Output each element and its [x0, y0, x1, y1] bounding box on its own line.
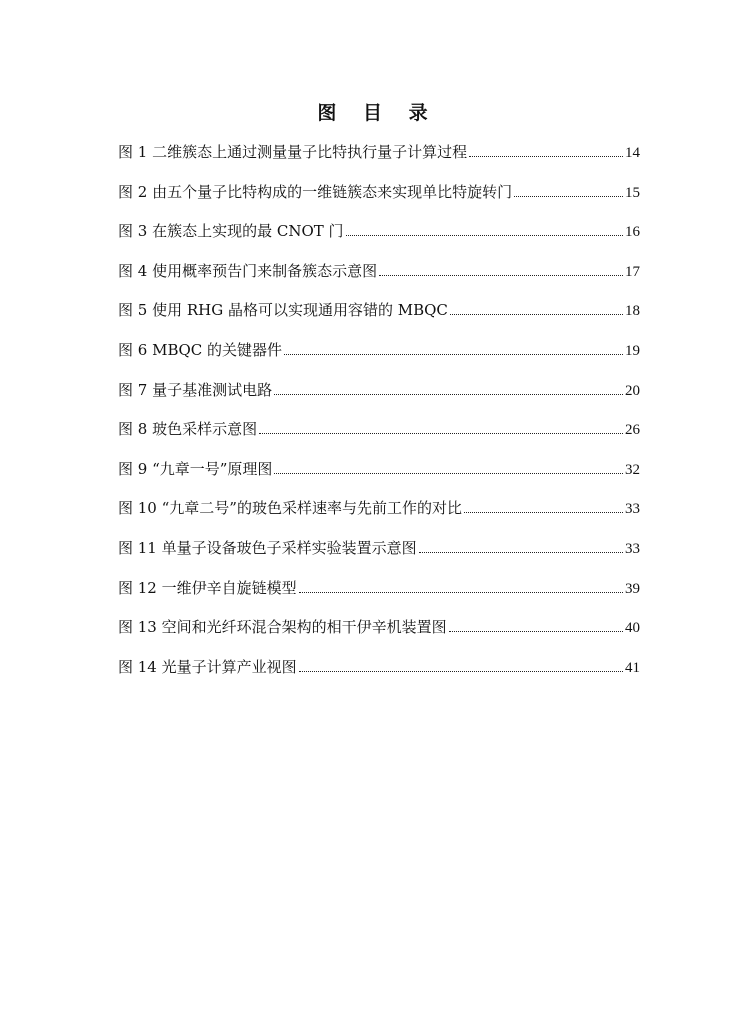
toc-entry-label: 图 2 由五个量子比特构成的一维链簇态来实现单比特旋转门: [118, 182, 513, 201]
dot-leader: [419, 552, 623, 553]
toc-entry-page: 39: [625, 580, 640, 597]
toc-entry-label: 图 13 空间和光纤环混合架构的相干伊辛机装置图: [118, 618, 447, 637]
dot-leader: [259, 433, 623, 434]
toc-entry-label: 图 5 使用 RHG 晶格可以实现通用容错的 MBQC: [118, 301, 448, 320]
dot-leader: [449, 631, 623, 632]
dot-leader: [284, 354, 623, 355]
toc-entry-page: 33: [625, 501, 640, 518]
toc-entry-page: 26: [625, 422, 640, 439]
toc-entry-page: 18: [625, 303, 640, 320]
toc-entry-13[interactable]: [118, 616, 640, 656]
toc-entry-page: 16: [625, 224, 640, 241]
toc-entry-page: 41: [625, 659, 640, 676]
page-title: 图 目 录: [317, 102, 438, 124]
toc-entry-label: 图 3 在簇态上实现的最 CNOT 门: [118, 222, 344, 241]
toc-entry-8[interactable]: [118, 418, 640, 458]
toc-entry-page: 14: [625, 145, 640, 161]
toc-entry-1[interactable]: [118, 141, 640, 181]
toc-entry-page: 19: [625, 342, 640, 359]
toc-entry-page: 32: [625, 461, 640, 478]
toc-entry-page: 40: [625, 620, 640, 637]
toc-entry-page: 20: [625, 382, 640, 399]
toc-entry-4[interactable]: [118, 260, 640, 300]
dot-leader: [450, 314, 623, 315]
toc-entry-label: 图 9 “九章一号”原理图: [118, 459, 273, 478]
toc-entry-9[interactable]: [118, 458, 640, 498]
toc-entry-label: 图 6 MBQC 的关键器件: [118, 340, 283, 359]
toc-entry-label: 图 4 使用概率预告门来制备簇态示意图: [118, 261, 378, 280]
toc-entry-11[interactable]: [118, 537, 640, 577]
dot-leader: [346, 235, 623, 236]
toc-entry-page: 15: [625, 184, 640, 201]
toc-entry-6[interactable]: [118, 339, 640, 379]
dot-leader: [299, 592, 623, 593]
toc-entry-10[interactable]: [118, 497, 640, 537]
dot-leader: [464, 512, 623, 513]
dot-leader: [274, 473, 623, 474]
dot-leader: [299, 671, 623, 672]
toc-entry-12[interactable]: [118, 577, 640, 617]
toc-entry-label: 图 7 量子基准测试电路: [118, 380, 273, 399]
dot-leader: [379, 275, 623, 276]
toc-entry-5[interactable]: [118, 299, 640, 339]
toc-entry-label: 图 12 一维伊辛自旋链模型: [118, 578, 297, 597]
toc-entry-label: 图 11 单量子设备玻色子采样实验装置示意图: [118, 538, 417, 557]
figure-list: [118, 141, 640, 695]
toc-entry-2[interactable]: [118, 181, 640, 221]
dot-leader: [514, 196, 623, 197]
toc-entry-label: 图 8 玻色采样示意图: [118, 420, 258, 439]
toc-entry-3[interactable]: [118, 220, 640, 260]
toc-entry-label: 图 14 光量子计算产业视图: [118, 657, 297, 676]
toc-entry-page: 33: [625, 540, 640, 557]
dot-leader: [469, 156, 623, 157]
toc-entry-7[interactable]: [118, 379, 640, 419]
toc-entry-14[interactable]: [118, 656, 640, 696]
toc-entry-label: 图 1 二维簇态上通过测量量子比特执行量子计算过程: [118, 143, 468, 161]
dot-leader: [274, 394, 623, 395]
toc-entry-page: 17: [625, 263, 640, 280]
toc-entry-label: 图 10 “九章二号”的玻色采样速率与先前工作的对比: [118, 499, 462, 518]
